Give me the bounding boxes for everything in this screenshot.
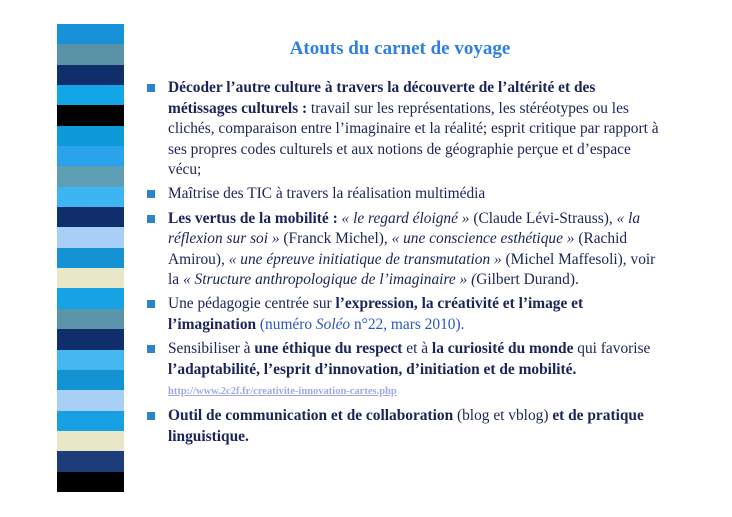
square-bullet-icon [147,84,155,92]
square-bullet-icon [147,215,155,223]
stripe-band [57,411,124,431]
bullet-text: et à [402,340,432,358]
stripe-band [57,329,124,349]
stripe-band [57,268,124,288]
bullet-text: « une conscience esthétique » [391,230,575,248]
stripe-band [57,207,124,227]
bullet-text: Sensibiliser à [168,340,255,358]
bullet-text: travail sur les représentations, les stéréotypes ou les clichés, comparaison entre l’imaginaire et la réalité; esprit critique par rapport à ses propres codes culturels et aux notions de géographie perçue et d’espace vécu; [168,99,659,179]
stripe-band [57,85,124,105]
stripe-band [57,370,124,390]
bullet-text: Outil de communication et de collaboration [168,407,454,425]
bullet-text: l’adaptabilité, l’esprit d’innovation, d’initiation et de mobilité. [168,360,577,378]
stripe-band [57,309,124,329]
stripe-band [57,350,124,370]
stripe-band [57,166,124,186]
square-bullet-icon [147,345,155,353]
bullet-text: « le regard éloigné » [337,209,470,227]
bullet-text: (Rachid Amirou), [168,230,628,268]
bullet-list [147,78,667,451]
stripe-band [57,126,124,146]
bullet-item [147,406,667,447]
bullet-text: et de pratique linguistique. [168,407,644,445]
stripe-band [57,105,124,125]
bullet-text: Une pédagogie centrée sur [168,295,336,313]
bullet-item [147,184,667,205]
stripe-band [57,451,124,471]
bullet-text: (Claude Lévi-Strauss), [469,209,617,227]
bullet-text: qui favorise [573,340,651,358]
bullet-text: « la réflexion sur soi » [168,209,641,248]
bullet-text: (numéro [256,316,316,334]
bullet-item [147,339,667,403]
stripe-band [57,431,124,451]
square-bullet-icon [147,412,155,420]
stripe-band [57,187,124,207]
bullet-text: n°22, mars 2010). [350,316,465,334]
reference-link[interactable]: http://www.2c2f.fr/creativite-innovation-cartes.php [168,386,397,398]
bullet-item [147,209,667,291]
decorative-stripe-bar [57,24,124,492]
square-bullet-icon [147,300,155,308]
stripe-band [57,248,124,268]
stripe-band [57,288,124,308]
stripe-band [57,472,124,492]
stripe-band [57,24,124,44]
bullet-text: la curiosité du monde [431,340,574,358]
bullet-text: Gilbert Durand). [476,271,579,289]
bullet-item [147,78,667,181]
bullet-text: Décoder l’autre culture à travers la découverte de l’altérité et des métissages culturels : [168,79,596,117]
bullet-item [147,294,667,335]
stripe-band [57,44,124,64]
bullet-text: (blog et vblog) [453,407,553,425]
bullet-text: « Structure anthropologique de l’imaginaire » ( [182,271,477,289]
slide-title: Atouts du carnet de voyage [289,38,511,59]
bullet-text: (Franck Michel), [279,230,392,248]
bullet-text: (Michel Maffesoli), voir la [168,250,656,289]
square-bullet-icon [147,190,155,198]
stripe-band [57,65,124,85]
bullet-text: Soléo [315,316,351,334]
bullet-text: l’expression, la créativité et l’image et l’imagination [168,295,584,334]
stripe-band [57,390,124,410]
bullet-text: « une épreuve initiatique de transmutation » [228,250,502,268]
stripe-band [57,146,124,166]
bullet-text: Les vertus de la mobilité : [168,209,338,227]
bullet-text: une éthique du respect [254,340,403,358]
bullet-text: Maîtrise des TIC à travers la réalisation multimédia [168,185,486,203]
stripe-band [57,227,124,247]
